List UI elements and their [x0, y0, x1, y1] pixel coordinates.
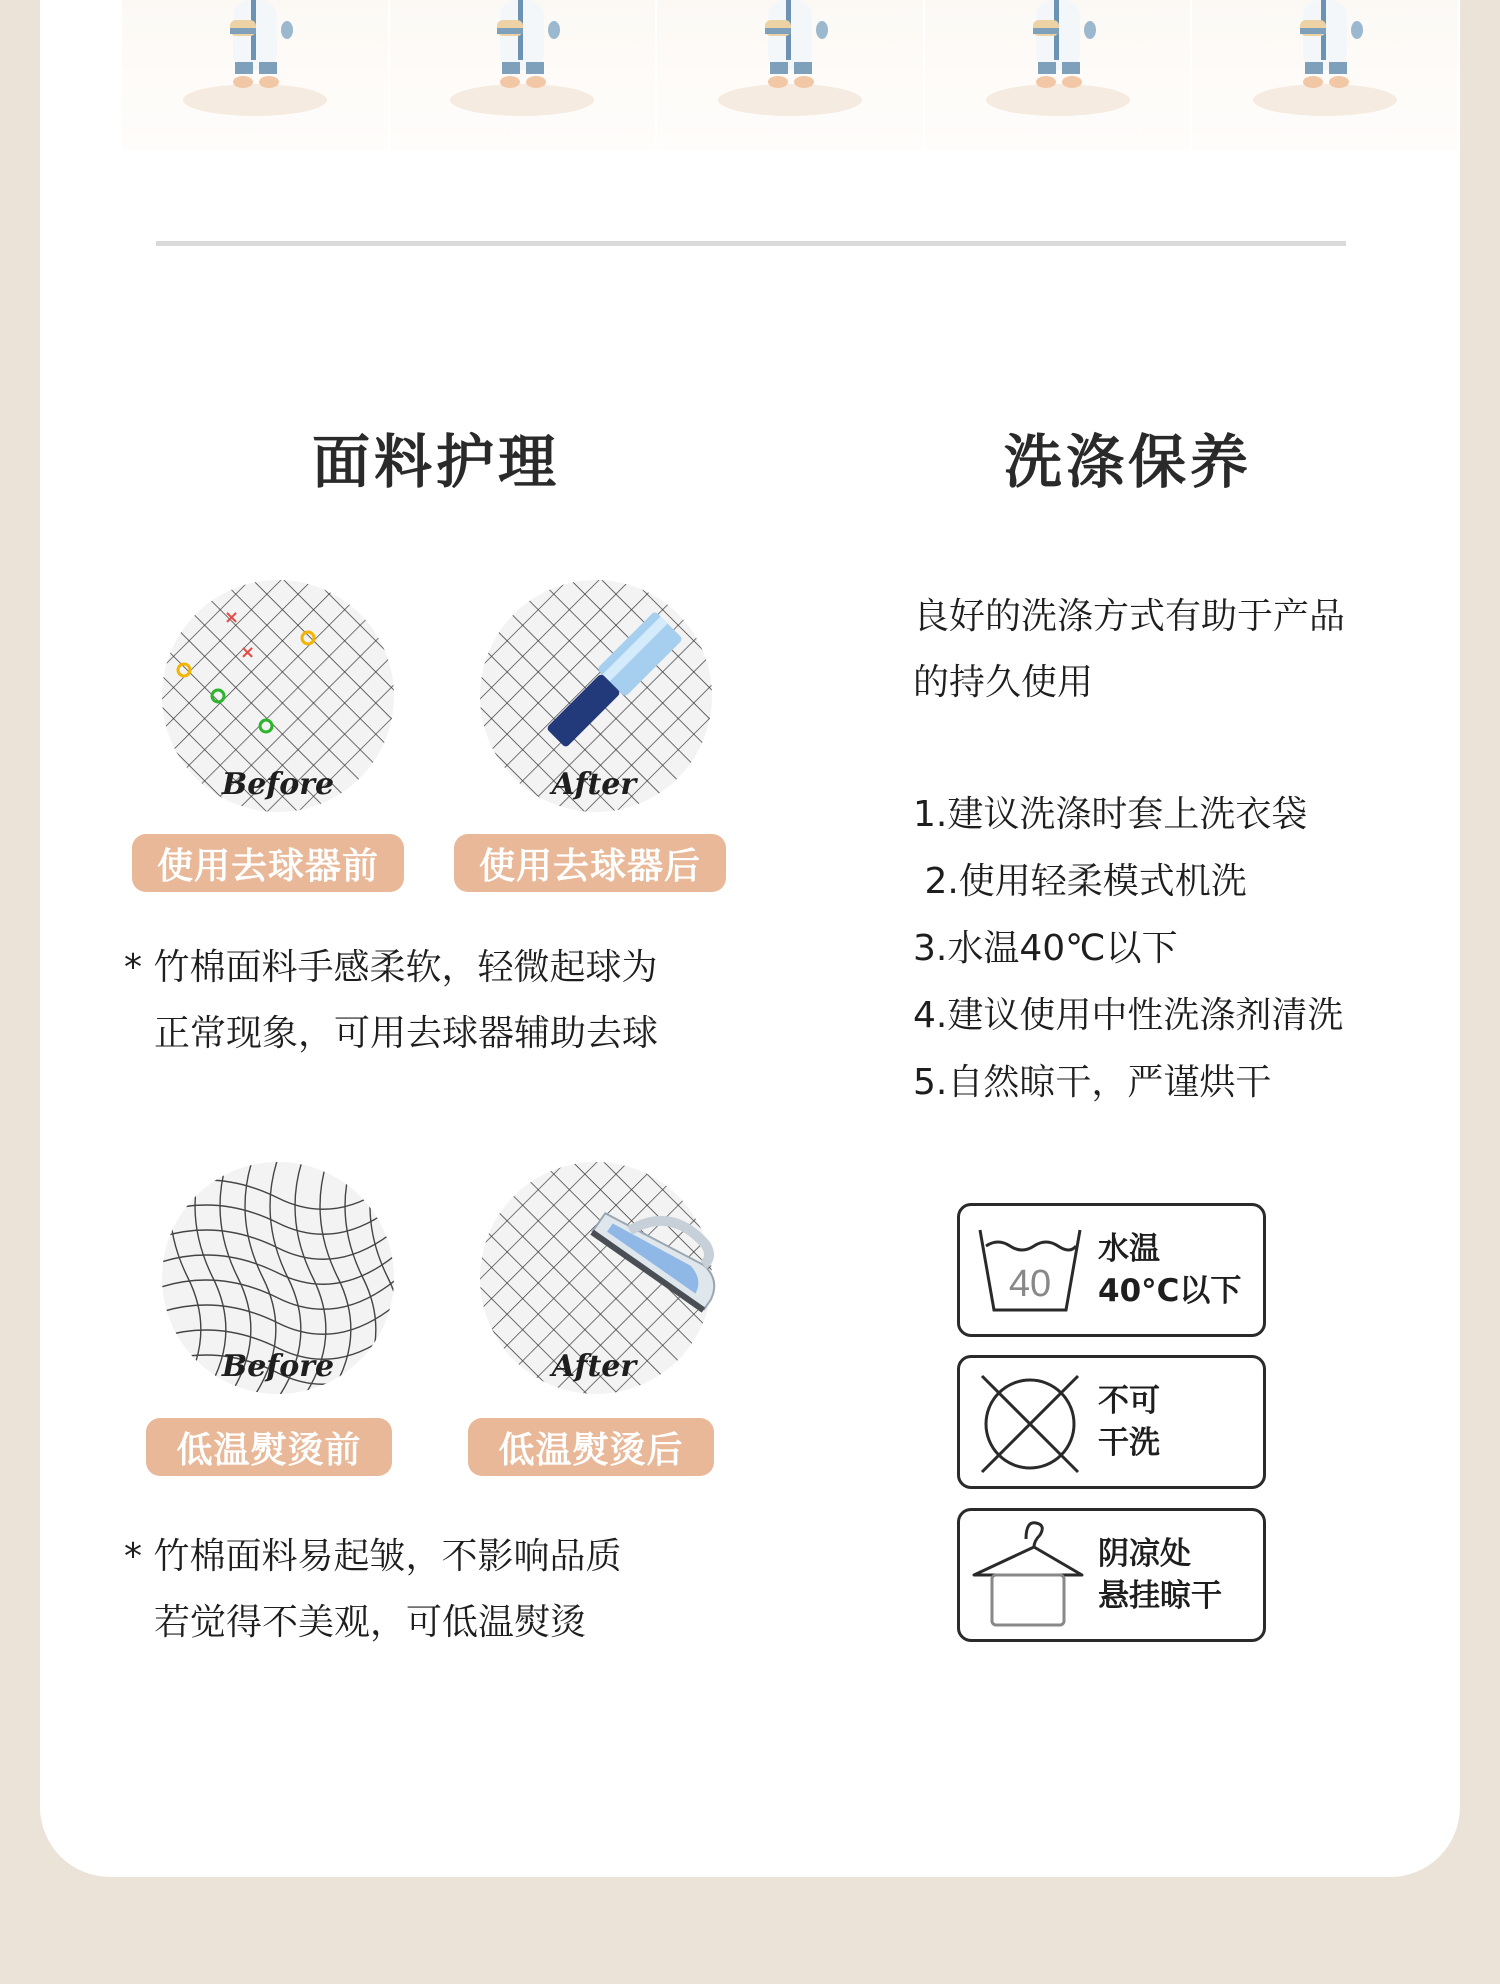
care-symbol-label: 阴凉处 悬挂晾干 — [1098, 1536, 1222, 1614]
hanger-dry-icon — [968, 1517, 1088, 1631]
section-divider — [156, 241, 1346, 246]
content-card — [40, 0, 1460, 1877]
wash-tip: 4.建议使用中性洗涤剂清洗 — [913, 995, 1344, 1036]
care-symbol-wash-temp — [957, 1203, 1266, 1337]
before-caption: Before — [221, 767, 335, 802]
ironing-before-illustration — [158, 1158, 398, 1398]
svg-text:40: 40 — [1008, 1263, 1052, 1305]
wash-tip: 3.水温40℃以下 — [913, 928, 1178, 969]
wash-tip: 1.建议洗涤时套上洗衣袋 — [913, 794, 1308, 835]
pilling-note-line: 正常现象，可用去球器辅助去球 — [154, 1013, 659, 1054]
after-caption: After — [551, 1349, 637, 1384]
care-symbol-label: 不可 干洗 — [1098, 1383, 1160, 1461]
ironing-note — [124, 1524, 621, 1656]
fabric-care-title: 面料护理 — [312, 428, 561, 496]
pilling-after-label: 使用去球器后 — [454, 834, 726, 892]
ironing-note-line: 若觉得不美观，可低温熨烫 — [154, 1602, 587, 1643]
care-symbol-no-dry-clean — [957, 1355, 1266, 1489]
product-figure — [657, 0, 925, 150]
ironing-before-label: 低温熨烫前 — [146, 1418, 392, 1476]
product-figure — [925, 0, 1193, 150]
ironing-after-illustration — [476, 1158, 716, 1398]
pilling-note — [124, 935, 658, 1067]
product-figure — [122, 0, 390, 150]
ironing-after-label: 低温熨烫后 — [468, 1418, 714, 1476]
wash-tub-40-icon — [974, 1216, 1084, 1326]
care-symbol-hang-dry — [957, 1508, 1266, 1642]
product-figure-strip — [122, 0, 1458, 150]
ironing-note-line: * 竹棉面料易起皱，不影响品质 — [124, 1536, 622, 1577]
wash-intro-line: 良好的洗涤方式有助于产品 — [913, 596, 1346, 637]
product-figure — [390, 0, 658, 150]
before-caption: Before — [221, 1349, 335, 1384]
pilling-note-line: * 竹棉面料手感柔软，轻微起球为 — [124, 947, 658, 988]
wash-care-title: 洗涤保养 — [1004, 428, 1253, 496]
pilling-after-illustration — [476, 578, 716, 818]
pilling-before-illustration — [158, 578, 398, 818]
wash-tip: 5.自然晾干，严谨烘干 — [913, 1062, 1272, 1103]
svg-text:×: × — [240, 642, 256, 663]
wash-intro-line: 的持久使用 — [913, 662, 1094, 703]
after-caption: After — [551, 767, 637, 802]
wash-tip: 2.使用轻柔模式机洗 — [913, 861, 1247, 902]
care-symbol-label: 水温 40°C以下 — [1098, 1231, 1242, 1309]
no-dry-clean-icon — [974, 1368, 1084, 1478]
svg-text:×: × — [224, 607, 240, 628]
product-figure — [1192, 0, 1458, 150]
pilling-before-label: 使用去球器前 — [132, 834, 404, 892]
